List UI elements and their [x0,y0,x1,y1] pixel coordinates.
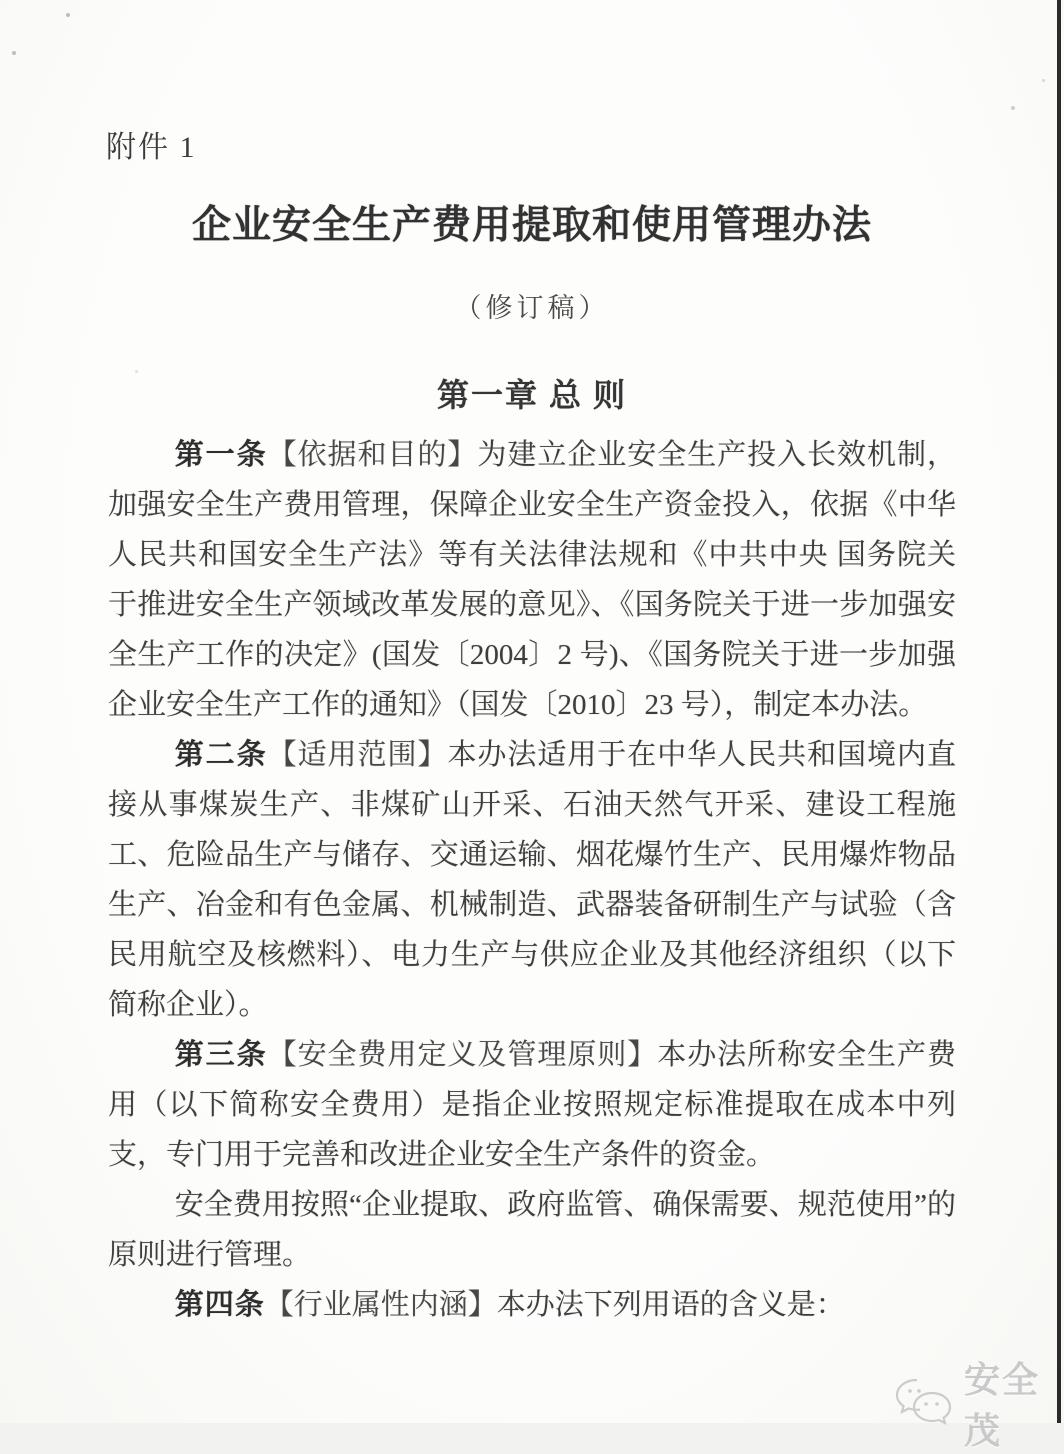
article-paragraph [108,1280,956,1330]
document-subtitle: （修订稿） [454,293,610,323]
article-text: 为建立企业安全生产投入长效机制，加强安全生产费用管理，保障企业安全生产资金投入，依据《中华人民共和国安全生产法》等有关法律法规和《中共中央 国务院关于推进安全生产领域改革发展的意见》、《国务院关于进一步加强安全生产工作的决定》(国发〔2004〕2 号)、《国务院关于进一步加强企业安全生产工作的通知》（国发〔2010〕23 号），制定本办法。 [108,439,956,721]
article-text: 本办法适用于在中华人民共和国境内直接从事煤炭生产、非煤矿山开采、石油天然气开采、建设工程施工、危险品生产与储存、交通运输、烟花爆竹生产、民用爆炸物品生产、冶金和有色金属、机械制造、武器装备研制生产与试验（含民用航空及核燃料）、电力生产与供应企业及其他经济组织（以下简称企业）。 [108,739,956,1021]
article-title-bracket: 【适用范围】 [267,739,448,771]
article-number: 第四条 [174,1289,265,1321]
article-text: 安全费用按照“企业提取、政府监管、确保需要、规范使用”的原则进行管理。 [108,1189,956,1271]
article-title-bracket: 【依据和目的】 [267,439,478,471]
article-title-bracket: 【行业属性内涵】 [264,1289,497,1321]
scan-speckle [66,13,70,17]
article-paragraph [108,1030,956,1180]
wechat-chat-bubbles-icon [892,1376,956,1430]
article-title-bracket: 【安全费用定义及管理原则】 [267,1039,658,1071]
scan-speckle [135,370,138,373]
attachment-label: 附件 1 [106,131,197,164]
scan-speckle [1011,106,1015,110]
article-number: 第三条 [174,1039,268,1071]
document-title: 企业安全生产费用提取和使用管理办法 [191,204,872,247]
article-number: 第二条 [174,739,268,771]
watermark [892,1352,1064,1454]
watermark-text: 安全茂 [964,1359,1041,1451]
scan-edge-line [1057,0,1061,1423]
chapter-heading: 第一章 总 则 [436,377,627,413]
scan-speckle [1042,79,1045,82]
article-text: 本办法下列用语的含义是： [496,1289,845,1321]
scan-speckle [12,51,16,55]
article-number: 第一条 [174,439,268,471]
document-body [108,430,956,1330]
article-paragraph [108,1180,956,1280]
article-paragraph [108,430,956,730]
article-text: 本办法所称安全生产费用（以下简称安全费用）是指企业按照规定标准提取在成本中列支，专门用于完善和改进企业安全生产条件的资金。 [108,1039,956,1171]
article-paragraph [108,730,956,1030]
